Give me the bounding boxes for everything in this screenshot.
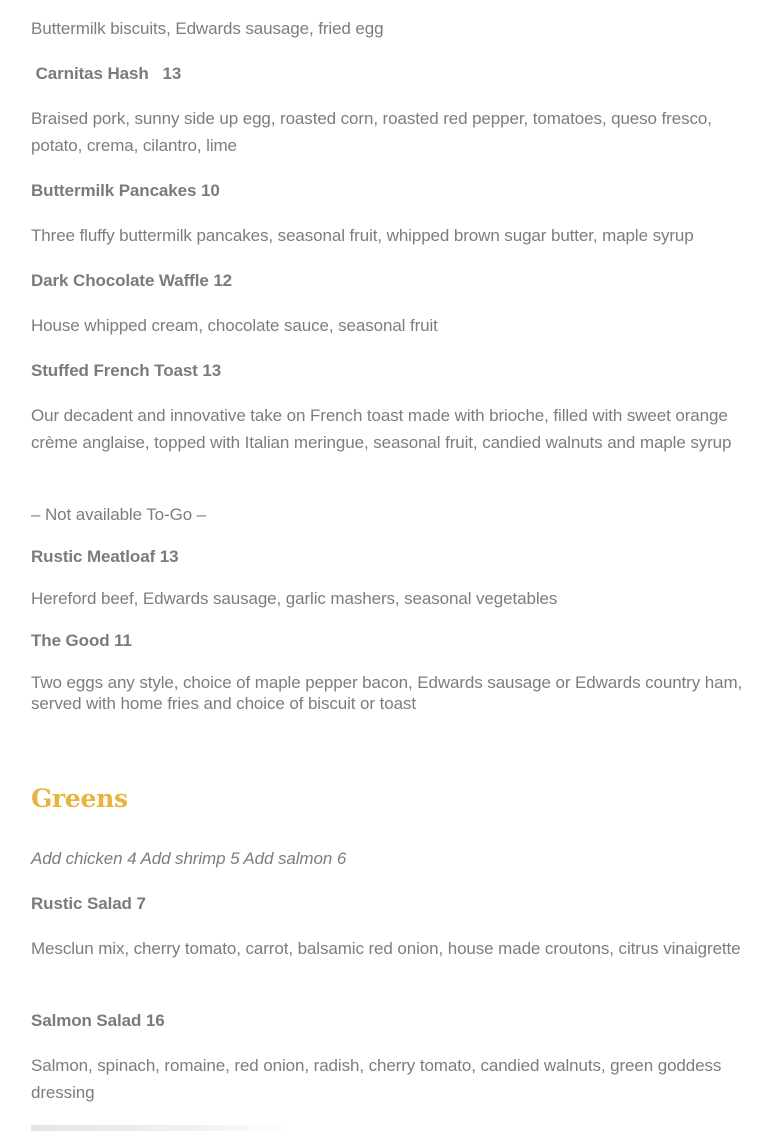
menu-item-title-dark-chocolate-waffle: Dark Chocolate Waffle 12 xyxy=(31,271,233,290)
menu-item-title-stuffed-french-toast: Stuffed French Toast 13 xyxy=(31,361,222,380)
menu-item-description-the-good: Two eggs any style, choice of maple pepper bacon, Edwards sausage or Edwards country ham, served with home fries and choice of biscuit or toast xyxy=(31,673,743,713)
menu-item-title-salmon-salad: Salmon Salad 16 xyxy=(31,1011,165,1030)
menu-item-description-dark-chocolate-waffle: House whipped cream, chocolate sauce, seasonal fruit xyxy=(31,316,438,335)
menu-item-description-carnitas-hash: Braised pork, sunny side up egg, roasted corn, roasted red pepper, tomatoes, queso fresco, potato, crema, cilantro, lime xyxy=(31,109,712,155)
menu-item-description-stuffed-french-toast: Our decadent and innovative take on French toast made with brioche, filled with sweet orange crème anglaise, topped with Italian meringue, seasonal fruit, candied walnuts and maple syrup xyxy=(31,406,732,452)
section-heading-greens: Greens xyxy=(31,784,128,813)
menu-item-title-carnitas-hash: Carnitas Hash 13 xyxy=(31,64,182,83)
menu-item-title-rustic-salad: Rustic Salad 7 xyxy=(31,894,146,913)
menu-item-description-rustic-salad: Mesclun mix, cherry tomato, carrot, balsamic red onion, house made croutons, citrus vinaigrette xyxy=(31,939,741,958)
menu-item-title-rustic-meatloaf: Rustic Meatloaf 13 xyxy=(31,547,179,566)
menu-item-title-the-good: The Good 11 xyxy=(31,631,132,650)
greens-addons-note: Add chicken 4 Add shrimp 5 Add salmon 6 xyxy=(31,849,347,868)
menu-item-description: Buttermilk biscuits, Edwards sausage, fried egg xyxy=(31,19,384,38)
menu-item-note-not-available-to-go: – Not available To-Go – xyxy=(31,505,207,524)
menu-item-title-buttermilk-pancakes: Buttermilk Pancakes 10 xyxy=(31,181,220,200)
cut-off-next-item xyxy=(31,1125,291,1131)
menu-item-description-rustic-meatloaf: Hereford beef, Edwards sausage, garlic mashers, seasonal vegetables xyxy=(31,589,558,608)
menu-item-description-salmon-salad: Salmon, spinach, romaine, red onion, radish, cherry tomato, candied walnuts, green goddess dressing xyxy=(31,1056,722,1102)
menu-item-description-buttermilk-pancakes: Three fluffy buttermilk pancakes, seasonal fruit, whipped brown sugar butter, maple syrup xyxy=(31,226,694,245)
